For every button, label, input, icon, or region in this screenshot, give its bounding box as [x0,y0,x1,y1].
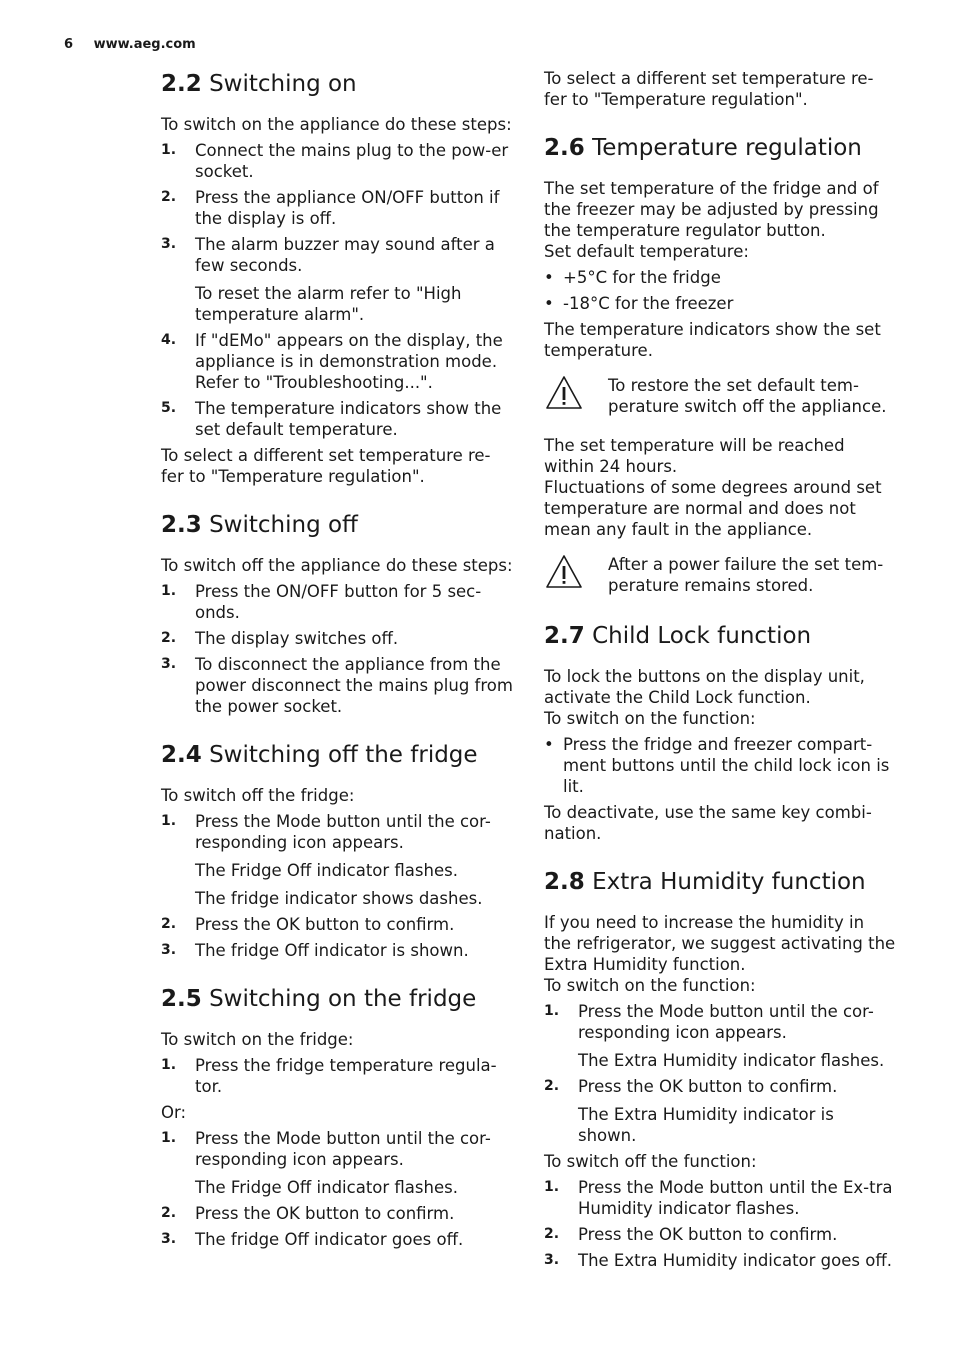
section-intro: To switch on the appliance do these steps: [161,115,512,134]
paragraph: Set default temperature: [544,242,749,261]
section-heading: 2.6 Temperature regulation [544,135,862,161]
list-item: 2. The display switches off. [161,629,399,648]
step-list [161,811,513,961]
warning-text: After a power failure the set tem-perature remains stored. [608,555,884,595]
list-item: 1. Press the Mode button until the cor-responding icon appears. The Extra Humidity indicator flashes. [544,1002,885,1070]
section-switching-off [161,509,513,717]
list-item: 1. Press the fridge temperature regula-tor. [161,1056,497,1096]
list-item: 2. Press the OK button to confirm. [161,1204,455,1223]
list-item: • +5°C for the fridge [544,267,896,288]
page-number: 6 [64,37,74,52]
section-intro: To switch off the fridge: [161,786,355,805]
list-item: 3. To disconnect the appliance from the power disconnect the mains plug from the power socket. [161,655,513,716]
continued-text: To select a different set temperature re-fer to "Temperature regulation". [544,69,874,109]
paragraph: The set temperature will be reached within 24 hours. [544,436,845,476]
section-heading: 2.7 Child Lock function [544,623,812,649]
paragraph: To switch on the function: [544,709,756,728]
list-item: 3. The Extra Humidity indicator goes off. [544,1251,892,1270]
step-list [161,140,513,440]
list-item: 2. Press the OK button to confirm. [161,915,455,934]
list-item: • Press the fridge and freezer compart-ment buttons until the child lock icon is lit. [544,734,896,797]
section-intro: To switch off the appliance do these steps: [161,556,513,575]
list-item: • -18°C for the freezer [544,293,896,314]
list-item: 3. The fridge Off indicator is shown. [161,941,469,960]
step-list [161,1128,513,1250]
list-item: 3. The fridge Off indicator goes off. [161,1230,464,1249]
list-item: 1. Press the Mode button until the Ex-tra Humidity indicator flashes. [544,1178,893,1218]
warning-note [544,554,896,598]
paragraph: The set temperature of the fridge and of the freezer may be adjusted by pressing the temperature regulator button. [544,179,879,240]
paragraph: To switch off the function: [544,1152,757,1171]
paragraph: To lock the buttons on the display unit, activate the Child Lock function. [544,667,865,707]
warning-text: To restore the set default tem-perature switch off the appliance. [608,376,887,416]
section-switching-on-fridge [161,983,513,1250]
list-item: 2. Press the appliance ON/OFF button if the display is off. [161,188,500,228]
warning-note [544,375,896,419]
section-extra-humidity [544,866,896,1271]
section-continued [544,68,896,110]
list-item: 1. Press the Mode button until the cor-responding icon appears. The Fridge Off indicator flashes. [161,1129,491,1197]
section-intro: To switch on the fridge: [161,1030,354,1049]
paragraph: Fluctuations of some degrees around set temperature are normal and does not mean any fault in the appliance. [544,478,882,539]
section-switching-off-fridge [161,739,513,961]
section-temperature-regulation [544,132,896,598]
section-switching-on [161,68,513,487]
list-item: 2. Press the OK button to confirm. [544,1225,838,1244]
page-header [64,37,196,52]
section-child-lock [544,620,896,844]
list-item: 4. If "dEMo" appears on the display, the appliance is in demonstration mode. Refer to "Troubleshooting...". [161,331,503,392]
section-heading: 2.5 Switching on the fridge [161,986,477,1012]
bullet-list [544,267,896,314]
left-column [161,68,513,1272]
step-list [161,581,513,717]
paragraph: To switch on the function: [544,976,756,995]
step-list [161,1055,513,1097]
list-item: 2. Press the OK button to confirm. The Extra Humidity indicator is shown. [544,1077,838,1145]
paragraph: The temperature indicators show the set temperature. [544,320,881,360]
warning-icon [544,552,584,592]
list-item: 1. Press the Mode button until the cor-responding icon appears. The Fridge Off indicator flashes. The fridge indicator shows dashes. [161,812,491,908]
section-outro: To select a different set temperature re-fer to "Temperature regulation". [161,446,491,486]
paragraph: To deactivate, use the same key combi-nation. [544,803,872,843]
paragraph: If you need to increase the humidity in the refrigerator, we suggest activating the Extra Humidity function. [544,913,896,974]
list-item: 5. The temperature indicators show the set default temperature. [161,399,502,439]
section-heading: 2.2 Switching on [161,71,357,97]
warning-icon [544,373,584,413]
step-list [544,1001,896,1146]
site-url: www.aeg.com [93,37,196,52]
step-list [544,1177,896,1271]
list-item: 1. Press the ON/OFF button for 5 sec-onds. [161,582,482,622]
bullet-list [544,734,896,797]
or-label: Or: [161,1103,187,1122]
section-heading: 2.8 Extra Humidity function [544,869,866,895]
section-heading: 2.4 Switching off the fridge [161,742,478,768]
list-item: 3. The alarm buzzer may sound after a few seconds. To reset the alarm refer to "High temperature alarm". [161,235,495,324]
list-item: 1. Connect the mains plug to the pow-er socket. [161,141,509,181]
section-heading: 2.3 Switching off [161,512,358,538]
right-column [544,68,896,1293]
